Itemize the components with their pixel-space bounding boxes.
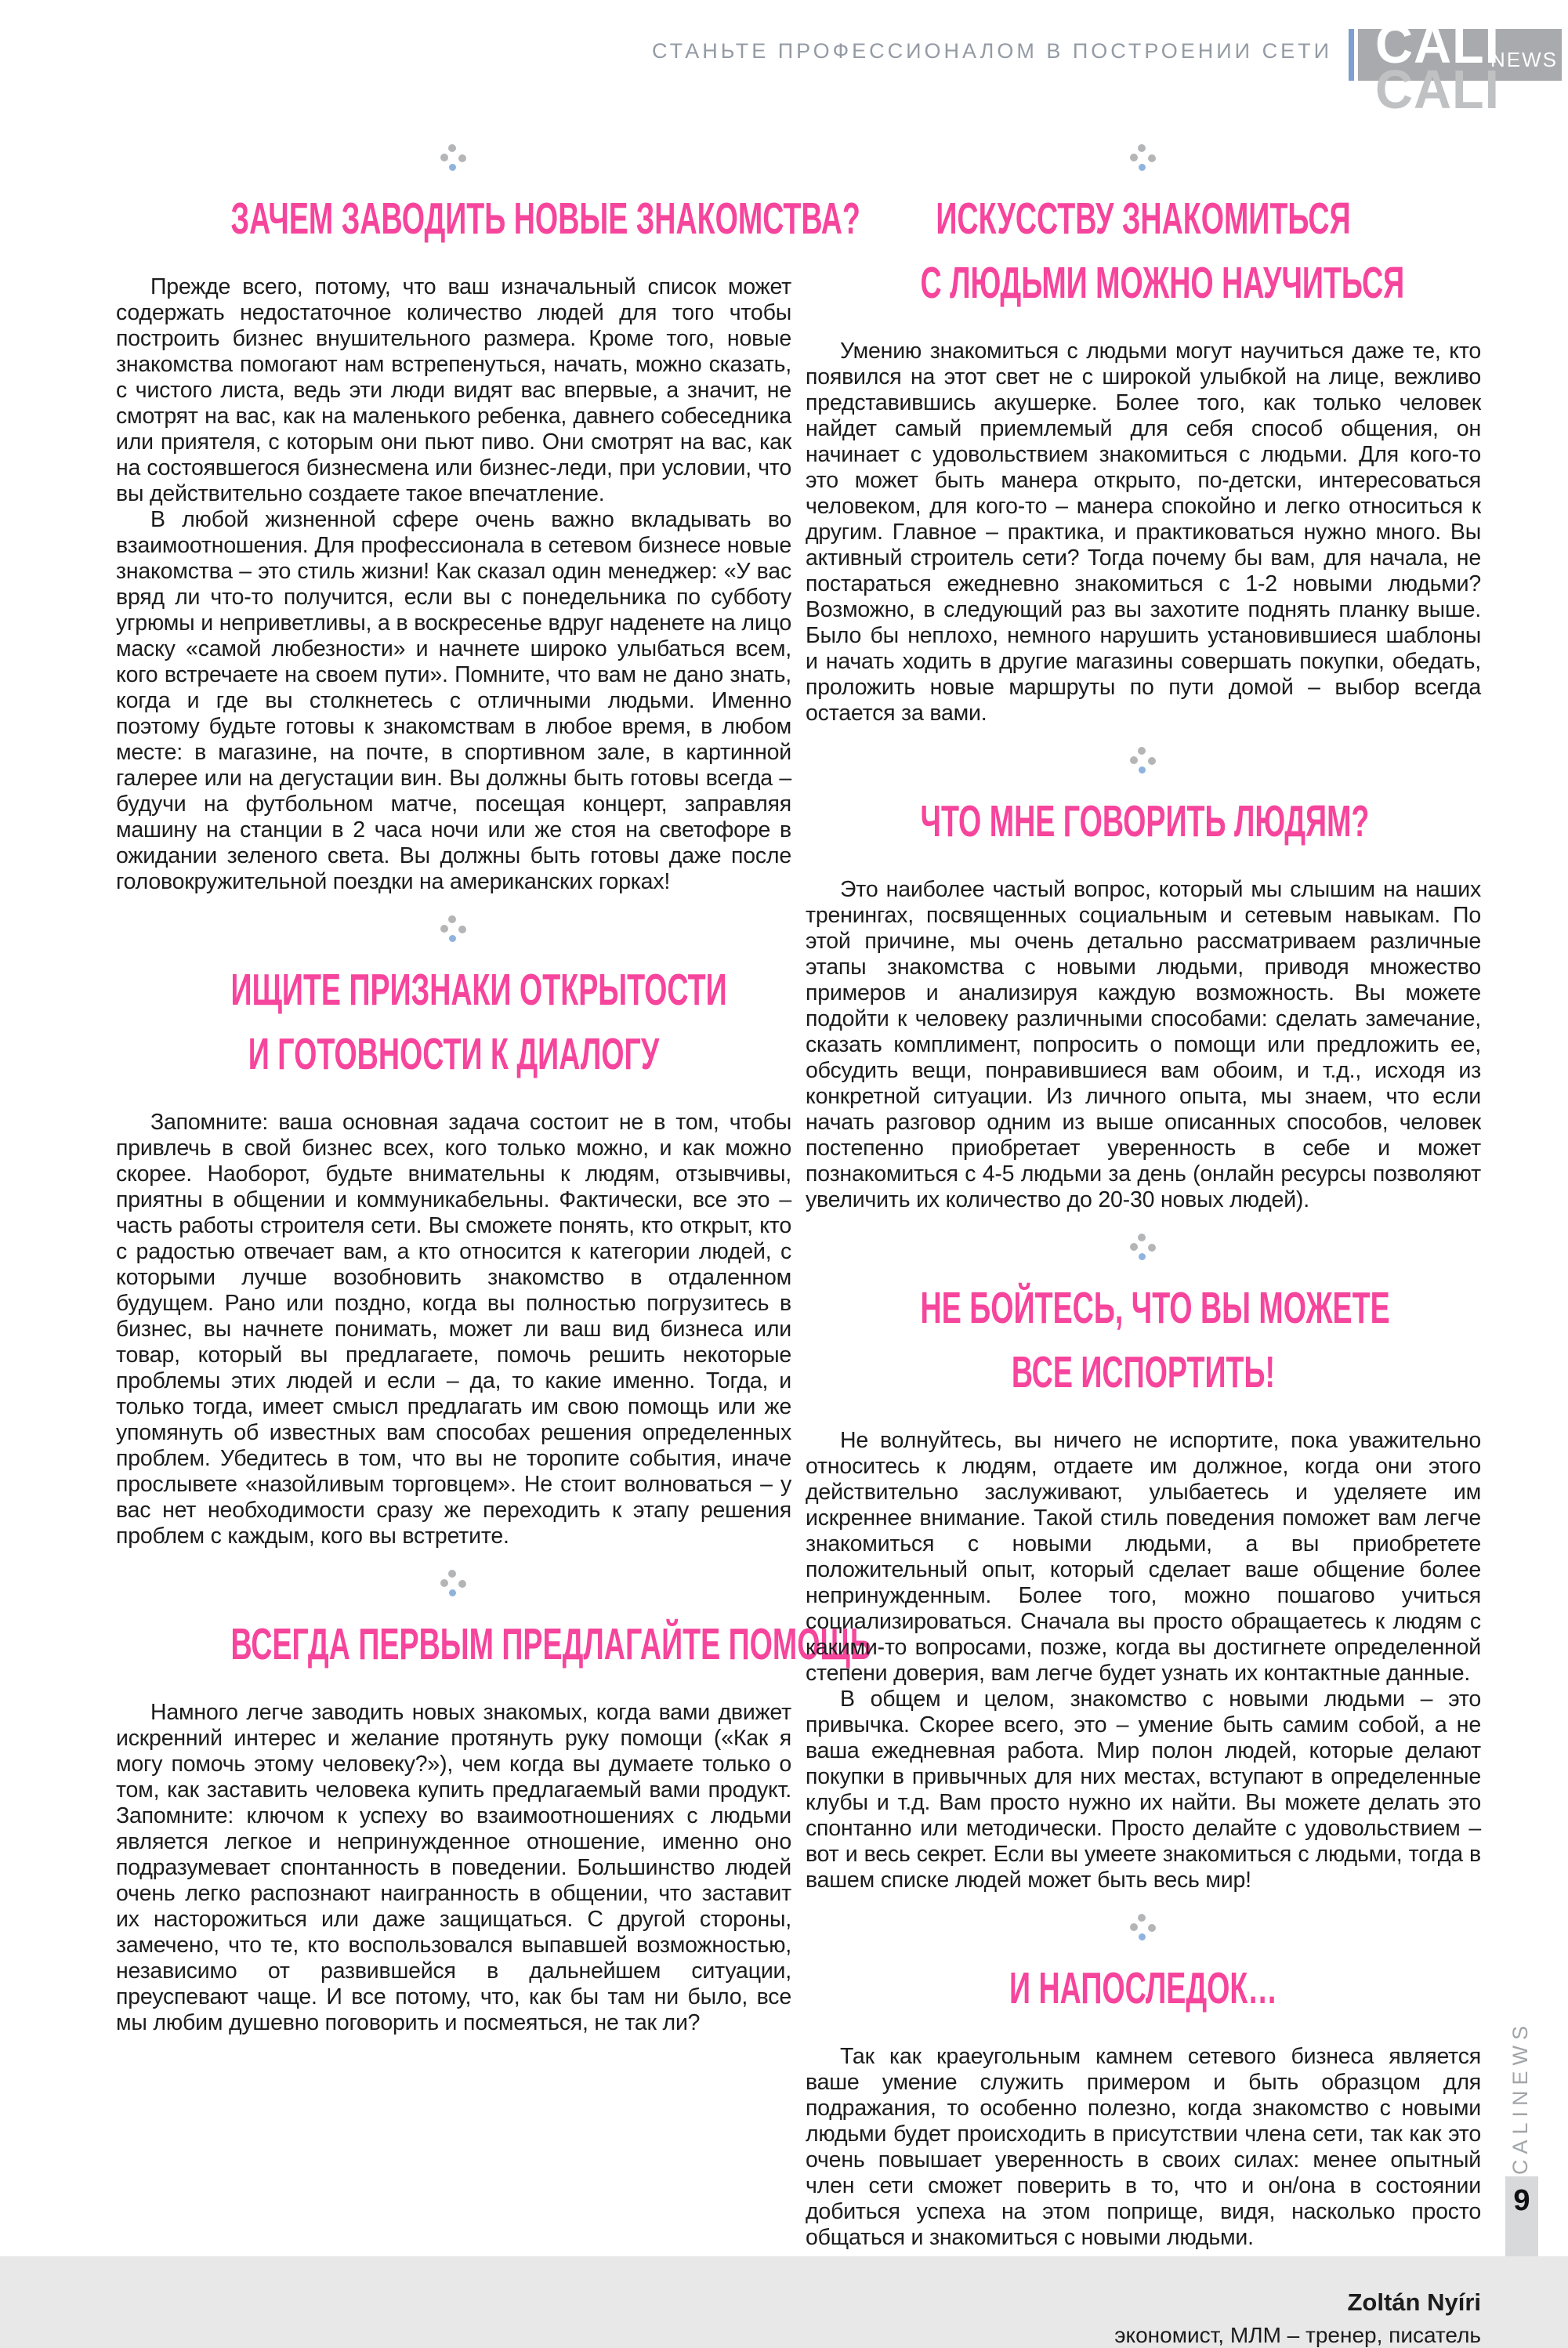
right-column xyxy=(806,0,1481,2348)
paragraph: Запомните: ваша основная задача состоит не в том, чтобы привлечь в свой бизнес всех, кого только можно, и как можно скорее. Наоборот, будьте внимательны к людям, отзывчивы, приятны в общении и коммуникабельны. Фактически, все это – часть работы строителя сети. Вы сможете понять, кто открыт, кто с радостью отвечает вам, а кто относится к категории людей, с которыми лучше возобновить знакомство в отдаленном будущем. Рано или поздно, когда вы полностью погрузитесь в бизнес, вы начнете понимать, может ли ваш вид бизнеса или товар, который вы предлагаете, помочь решить некоторые проблемы этих людей и если – да, то какие именно. Тогда, и только тогда, имеет смысл предлагать им свою помощь или же упомянуть об известных вам способах решения определенных проблем. Убедитесь в том, что вы не торопите события, иначе прослывете «назойливым торговцем». Не стоит волноваться – у вас нет необходимости сразу же переходить к этапу решения проблем с каждым, кого вы встретите. xyxy=(116,1110,791,1549)
author-name: Zoltán Nyíri xyxy=(1347,2288,1481,2316)
paragraph: Это наиболее частый вопрос, который мы слышим на наших тренингах, посвященных социальным и сетевым навыкам. По этой причине, мы очень детально рассматриваем различные этапы знакомства с новыми людьми, приводя множество примеров и анализируя каждую возможность. Вы можете подойти к человеку различными способами: сделать замечание, сказать комплимент, попросить о помощи или предложить ее, обсудить вещи, понравившиеся вам обоим, и т.д., исходя из конкретной ситуации. Из личного опыта, мы знаем, что если начать разговор одним из выше описанных способов, человек постепенно приобретает уверенность в себе и может познакомиться с 4-5 людьми за день (онлайн ресурсы позволяют увеличить их количество до 20-30 новых людей). xyxy=(806,877,1481,1212)
paragraph: Так как краеугольным камнем сетевого бизнеса является ваше умение служить примером и быть образцом для подражания, то особенно полезно, когда знакомство с новыми людьми будет происходить в присутствии члена сети, так как это очень повышает уверенность в своих силах: менее опытный член сети сможет поверить в то, что и он/она в состоянии добиться успеха на этом поприще, видя, насколько просто общаться и знакомиться с новыми людьми. xyxy=(806,2044,1481,2250)
heading-line: НЕ БОЙТЕСЬ, ЧТО ВЫ МОЖЕТЕ xyxy=(920,1283,1390,1333)
dots-icon xyxy=(1129,144,1157,171)
heading-line: ИЩИТЕ ПРИЗНАКИ ОТКРЫТОСТИ xyxy=(230,965,727,1015)
page-number-tab xyxy=(1505,2176,1538,2256)
dots-icon xyxy=(440,1570,468,1596)
heading-line: ВСЕГДА ПЕРВЫМ ПРЕДЛАГАЙТЕ ПОМОЩЬ xyxy=(230,1619,871,1669)
section-heading xyxy=(116,187,860,251)
author-signature xyxy=(806,2288,1481,2348)
heading-line: ВСЕ ИСПОРТИТЬ! xyxy=(1011,1347,1276,1397)
dots-icon xyxy=(1129,1234,1157,1260)
dots-icon xyxy=(440,915,468,942)
logo-wordmark: CALI xyxy=(1375,13,1500,74)
dots-icon xyxy=(1129,747,1157,774)
section-heading xyxy=(806,1276,1481,1404)
vertical-brand-label: CALINEWS xyxy=(1508,2020,1533,2175)
page-number: 9 xyxy=(1513,2184,1530,2217)
section-heading xyxy=(806,187,1481,315)
logo-news-label: NEWS xyxy=(1490,48,1558,71)
paragraph: Не волнуйтесь, вы ничего не испортите, пока уважительно относитесь к людям, отдаете им должное, когда они этого действительно заслуживают, улыбаетесь и уделяете им искреннее внимание. Такой стиль поведения поможет вам легче знакомиться с новыми людьми, а вы приобретете положительный опыт, который сделает ваше общение более непринужденным. Более того, можно пошагово учиться социализироваться. Сначала вы просто обращаетесь к людям с какими-то вопросами, позже, когда вы достигнете определенной степени доверия, вам легче будет узнать их контактные данные. xyxy=(806,1428,1481,1686)
section-heading xyxy=(116,958,791,1086)
logo-wordmark-reflection: CALI xyxy=(1375,59,1500,120)
paragraph: Прежде всего, потому, что ваш изначальный список может содержать недостаточное количество людей для того чтобы построить бизнес внушительного размера. Кроме того, новые знакомства помогают нам встрепенуться, начать, можно сказать, с чистого листа, ведь эти люди видят вас впервые, а значит, не смотрят на вас, как на маленького ребенка, давнего собеседника или приятеля, с которым они пьют пиво. Они смотрят на вас, как на состоявшегося бизнесмена или бизнес-леди, при условии, что вы действительно создаете такое впечатление. xyxy=(116,274,791,506)
paragraph: В общем и целом, знакомство с новыми людьми – это привычка. Скорее всего, это – умение быть самим собой, а не ваша ежедневная работа. Мир полон людей, которые делают покупки в привычных для них местах, вступают в определенные клубы и т.д. Вам просто нужно их найти. Вы можете делать это спонтанно или методически. Просто делайте с удовольствием – вот и весь секрет. Если вы умеете знакомиться с людьми, тогда в вашем списке людей может быть весь мир! xyxy=(806,1687,1481,1893)
author-role: экономист, МЛМ – тренер, писатель xyxy=(1114,2323,1481,2347)
paragraph: Намного легче заводить новых знакомых, когда вами движет искренний интерес и желание протянуть руку помощи («Как я могу помочь этому человеку?»), чем когда вы думаете только о том, как заставить человека купить предлагаемый вами продукт. Запомните: ключом к успеху во взаимоотношениях с людьми является легкое и непринужденное отношение, именно оно подразумевает спонтанность в поведении. Большинство людей очень легко распознают наигранность в общении, что заставит их насторожиться или даже защищаться. С другой стороны, замечено, что те, кто воспользовался выпавшей возможностью, независимо от развившейся в дальнейшем ситуации, преуспевают чаще. И все потому, что, как бы там ни было, все мы любим душевно поговорить и посмеяться, не так ли? xyxy=(116,1700,791,2035)
masthead-tagline: СТАНЬТЕ ПРОФЕССИОНАЛОМ В ПОСТРОЕНИИ СЕТИ xyxy=(652,39,1332,63)
heading-line: ИСКУССТВУ ЗНАКОМИТЬСЯ xyxy=(936,194,1351,244)
dots-icon xyxy=(1129,1914,1157,1940)
left-column xyxy=(116,0,871,2036)
paragraph: В любой жизненной сфере очень важно вкладывать во взаимоотношения. Для профессионала в сетевом бизнесе новые знакомства – это стиль жизни! Как сказал один менеджер: «У вас вряд ли что-то получится, если вы с понедельника по субботу угрюмы и неприветливы, а в воскресенье вдруг наденете на лицо маску «самой любезности» и начнете широко улыбаться всем, кого встречаете на своем пути». Помните, что вам не дано знать, когда и где вы столкнетесь с отличными людьми. Именно поэтому будьте готовы к знакомствам в любое время, в любом месте: в магазине, на почте, в спортивном зале, в картинной галерее или на дегустации вин. Вы должны быть готовы всегда – будучи на футбольном матче, посещая концерт, заправляя машину на станции в 2 часа ночи или же стоя на светофоре в ожидании зеленого света. Вы должны быть готовы даже после головокружительной поездки на американских горках! xyxy=(116,507,791,894)
section-heading xyxy=(806,789,1481,853)
section-heading xyxy=(116,1612,871,1676)
heading-line: ЗАЧЕМ ЗАВОДИТЬ НОВЫЕ ЗНАКОМСТВА? xyxy=(230,194,860,244)
heading-line: С ЛЮДЬМИ МОЖНО НАУЧИТЬСЯ xyxy=(920,258,1405,308)
dots-icon xyxy=(440,144,468,171)
heading-line: И ГОТОВНОСТИ К ДИАЛОГУ xyxy=(248,1029,660,1079)
section-heading xyxy=(806,1956,1481,2020)
heading-line: ЧТО МНЕ ГОВОРИТЬ ЛЮДЯМ? xyxy=(920,796,1370,846)
heading-line: И НАПОСЛЕДОК… xyxy=(1009,1963,1278,2013)
paragraph: Умению знакомиться с людьми могут научиться даже те, кто появился на этот свет не с широкой улыбкой на лице, вежливо представившись акушерке. Более того, как только человек найдет самый приемлемый для себя способ общения, он начинает с удовольствием знакомиться с людьми. Для кого-то это может быть манера открыто, по-детски, интересоваться человеком, для кого-то – манера спокойно и легко относиться к другим. Главное – практика, и практиковаться нужно много. Вы активный строитель сети? Тогда почему бы вам, для начала, не постараться ежедневно знакомиться с 1-2 новыми людьми? Возможно, в следующий раз вы захотите поднять планку выше. Было бы неплохо, немного нарушить установившиеся шаблоны и начать ходить в другие магазины совершать покупки, обедать, проложить новые маршруты по пути домой – выбор всегда остается за вами. xyxy=(806,339,1481,726)
